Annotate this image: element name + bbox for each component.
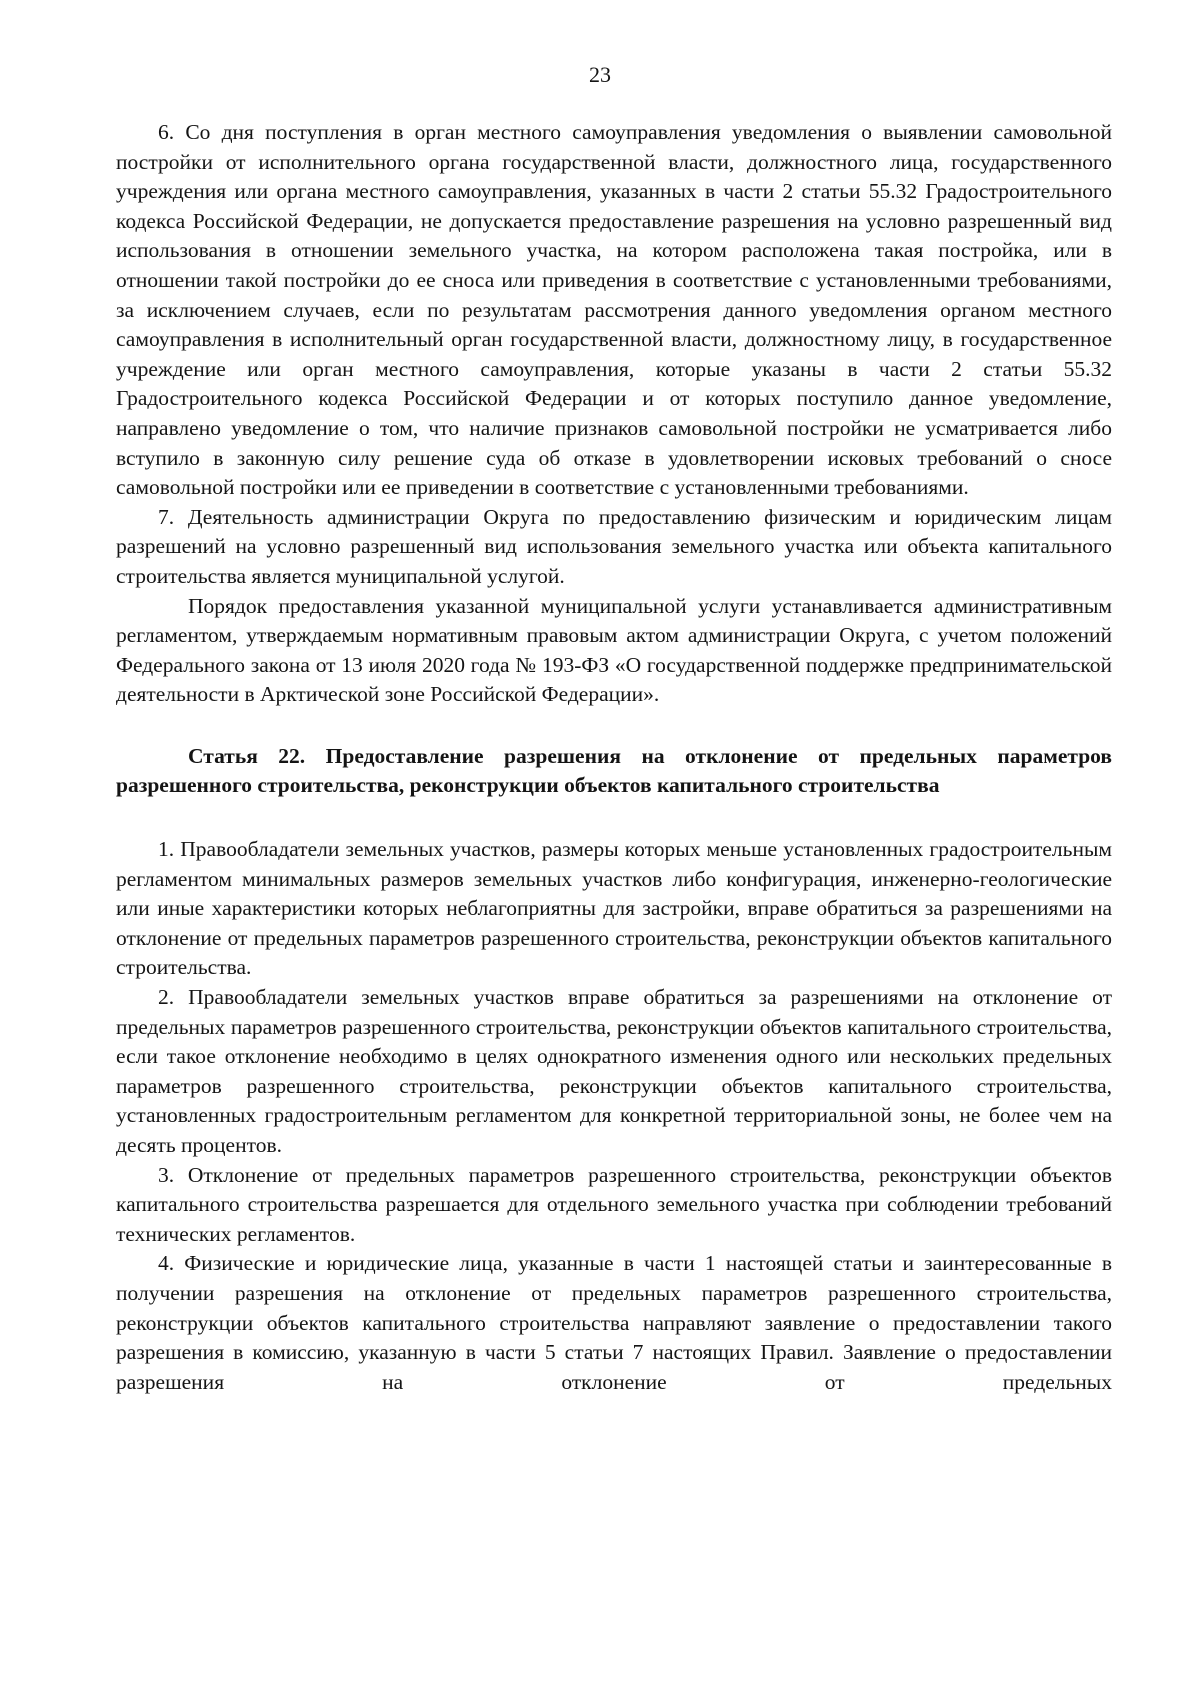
article-paragraph-2: 2. Правообладатели земельных участков вправе обратиться за разрешениями на отклонение от предельных параметров разрешенного строительства, реконструкции объектов капитального строительства, если такое отклонение необходимо в целях однократного изменения одного или нескольких предельных параметров разрешенного строительства, реконструкции объектов капитального строительства, установленных градостроительным регламентом для конкретной территориальной зоны, не более чем на десять процентов. [116,985,1112,1157]
article-paragraph-3: 3. Отклонение от предельных параметров разрешенного строительства, реконструкции объектов капитального строительства разрешается для отдельного земельного участка при соблюдении требований технических регламентов. [116,1162,1112,1246]
article-title: Статья 22. Предоставление разрешения на отклонение от предельных параметров разрешенного строительства, реконструкции объектов капитального строительства [116,743,1112,798]
paragraph-6: 6. Со дня поступления в орган местного самоуправления уведомления о выявлении самовольной постройки от исполнительного органа государственной власти, должностного лица, государственного учреждения или органа местного самоуправления, указанных в части 2 статьи 55.32 Градостроительного кодекса Российской Федерации, не допускается предоставление разрешения на условно разрешенный вид использования в отношении земельного участка, на котором расположена такая постройка, или в отношении такой постройки до ее сноса или приведения в соответствие с установленными требованиями, за исключением случаев, если по результатам рассмотрения данного уведомления органом местного самоуправления в исполнительный орган государственной власти, должностному лицу, в государственное учреждение или орган местного самоуправления, которые указаны в части 2 статьи 55.32 Градостроительного кодекса Российской Федерации и от которых поступило данное уведомление, направлено уведомление о том, что наличие признаков самовольной постройки не усматривается либо вступило в законную силу решение суда об отказе в удовлетворении исковых требований о сносе самовольной постройки или ее приведении в соответствие с установленными требованиями. [116,120,1112,500]
article-paragraph-1: 1. Правообладатели земельных участков, размеры которых меньше установленных градостроительным регламентом минимальных размеров земельных участков либо конфигурация, инженерно-геологические или иные характеристики которых неблагоприятны для застройки, вправе обратиться за разрешениями на отклонение от предельных параметров разрешенного строительства, реконструкции объектов капитального строительства. [116,837,1112,980]
paragraph-7: 7. Деятельность администрации Округа по предоставлению физическим и юридическим лицам разрешений на условно разрешенный вид использования земельного участка или объекта капитального строительства является муниципальной услугой. [116,504,1112,588]
paragraph-procedure: Порядок предоставления указанной муниципальной услуги устанавливается административным регламентом, утверждаемым нормативным правовым актом администрации Округа, с учетом положений Федерального закона от 13 июля 2020 года № 193-ФЗ «О государственной поддержке предпринимательской деятельности в Арктической зоне Российской Федерации». [116,593,1112,707]
article-paragraph-4: 4. Физические и юридические лица, указанные в части 1 настоящей статьи и заинтересованные в получении разрешения на отклонение от предельных параметров разрешенного строительства, реконструкции объектов капитального строительства направляют заявление о предоставлении такого разрешения в комиссию, указанную в части 5 статьи 7 настоящих Правил. Заявление о предоставлении разрешения на отклонение от предельных [116,1251,1112,1394]
page-number: 23 [589,62,611,87]
document-body [116,118,1112,1397]
